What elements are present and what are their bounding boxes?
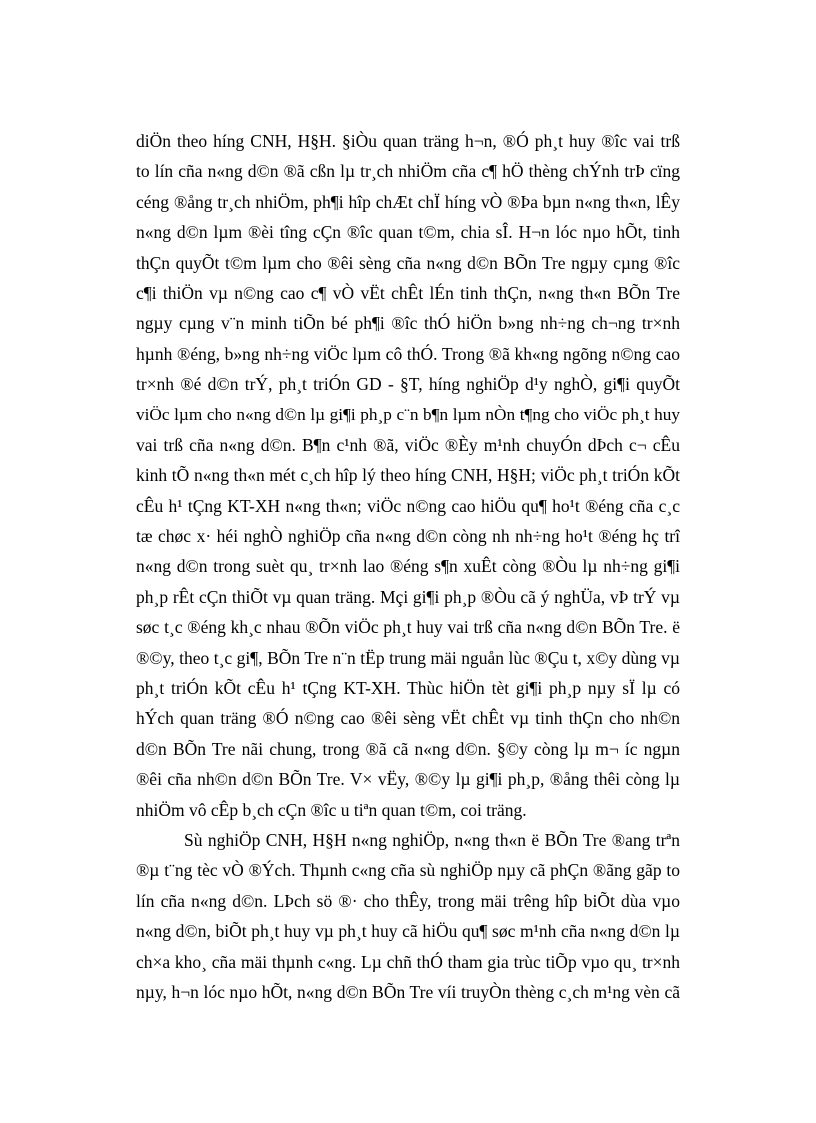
- text-line: to lín cña n«ng d©n ®ã cßn lµ tr¸ch nhiÖm cña c¶ hÖ thèng chÝnh trÞ cïng: [136, 161, 680, 182]
- text-line: diÖn theo híng CNH, H§H. §iÒu quan träng h¬n, ®Ó ph¸t huy ®îc vai trß: [136, 131, 680, 151]
- text-line: vai trß cña n«ng d©n. B¶n c¹nh ®ã, viÖc ®Èy m¹nh chuyÓn dÞch c¬ cÊu: [136, 434, 680, 455]
- text-line: søc t¸c ®éng kh¸c nhau ®Õn viÖc ph¸t huy vai trß cña n«ng d©n BÕn Tre. ë: [136, 617, 680, 638]
- text-line: ®êi cña nh©n d©n BÕn Tre. V× vËy, ®©y lµ gi¶i ph¸p, ®ång thêi còng lµ: [136, 769, 680, 790]
- text-line: ®µ t¨ng tèc vÒ ®Ých. Thµnh c«ng cña sù nghiÖp nµy cã phÇn ®ãng gãp to: [136, 860, 680, 881]
- text-line: tr×nh ®é d©n trÝ, ph¸t triÓn GD - §T, híng nghiÖp d¹y nghÒ, gi¶i quyÕt: [136, 374, 680, 395]
- text-line: ph¸t triÓn kÕt cÊu h¹ tÇng KT-XH. Thùc hiÖn tèt gi¶i ph¸p nµy sÏ lµ có: [136, 678, 680, 699]
- paragraph-2: [136, 825, 680, 1007]
- text-line: nhiÖm vô cÊp b¸ch cÇn ®îc u tiªn quan t©m, coi träng.: [136, 799, 527, 820]
- text-line: d©n BÕn Tre nãi chung, trong ®ã cã n«ng d©n. §©y còng lµ m¬ íc ngµn: [136, 738, 680, 759]
- text-line: ngµy cµng v¨n minh tiÕn bé ph¶i ®îc thÓ hiÖn b»ng nh÷ng ch¬ng tr×nh: [136, 313, 680, 334]
- text-line: tæ chøc x· héi nghÒ nghiÖp cña n«ng d©n còng nh nh÷ng ho¹t ®éng hç trî: [136, 526, 680, 547]
- text-line: c¶i thiÖn vµ n©ng cao c¶ vÒ vËt chÊt lÉn tinh thÇn, n«ng th«n BÕn Tre: [136, 282, 680, 303]
- text-line: n«ng d©n lµm ®èi tîng cÇn ®îc quan t©m, chia sÎ. H¬n lóc nµo hÕt, tinh: [136, 222, 680, 243]
- body-text: [136, 126, 680, 1007]
- paragraph-1: [136, 126, 680, 825]
- text-line: n«ng d©n, biÕt ph¸t huy vµ ph¸t huy cã hiÖu qu¶ søc m¹nh cña n«ng d©n lµ: [136, 921, 680, 942]
- text-line: n«ng d©n trong suèt qu¸ tr×nh lao ®éng s¶n xuÊt còng ®Òu lµ nh÷ng gi¶i: [136, 556, 680, 577]
- text-line: nµy, h¬n lóc nµo hÕt, n«ng d©n BÕn Tre víi truyÒn thèng c¸ch m¹ng vèn cã: [136, 981, 680, 1002]
- text-line: ph¸p rÊt cÇn thiÕt vµ quan träng. Mçi gi¶i ph¸p ®Òu cã ý nghÜa, vÞ trÝ vµ: [136, 586, 680, 607]
- text-line: lín cña n«ng d©n. LÞch sö ®· cho thÊy, trong mäi trêng hîp biÕt dùa vµo: [136, 890, 680, 911]
- text-line: thÇn quyÕt t©m lµm cho ®êi sèng cña n«ng d©n BÕn Tre ngµy cµng ®îc: [136, 252, 680, 273]
- text-line: cÊu h¹ tÇng KT-XH n«ng th«n; viÖc n©ng cao hiÖu qu¶ ho¹t ®éng cña c¸c: [136, 495, 680, 516]
- text-line: hµnh ®éng, b»ng nh÷ng viÖc lµm cô thÓ. Trong ®ã kh«ng ngõng n©ng cao: [136, 343, 680, 364]
- text-line: kinh tÕ n«ng th«n mét c¸ch hîp lý theo híng CNH, H§H; viÖc ph¸t triÓn kÕt: [136, 465, 680, 486]
- text-line: Sù nghiÖp CNH, H§H n«ng nghiÖp, n«ng th«n ë BÕn Tre ®ang trªn: [184, 829, 680, 850]
- text-line: hÝch quan träng ®Ó n©ng cao ®êi sèng vËt chÊt vµ tinh thÇn cho nh©n: [136, 708, 680, 729]
- text-line: viÖc lµm cho n«ng d©n lµ gi¶i ph¸p c¨n b¶n lµm nÒn t¶ng cho viÖc ph¸t huy: [136, 404, 680, 424]
- text-line: ch×a kho¸ cña mäi thµnh c«ng. Lµ chñ thÓ tham gia trùc tiÕp vµo qu¸ tr×nh: [136, 951, 680, 972]
- text-line: céng ®ång tr¸ch nhiÖm, ph¶i hîp chÆt chÏ híng vÒ ®Þa bµn n«ng th«n, lÊy: [136, 191, 680, 212]
- text-line: ®©y, theo t¸c gi¶, BÕn Tre n¨n tËp trung mäi nguån lùc ®Çu t, x©y dùng vµ: [136, 647, 680, 668]
